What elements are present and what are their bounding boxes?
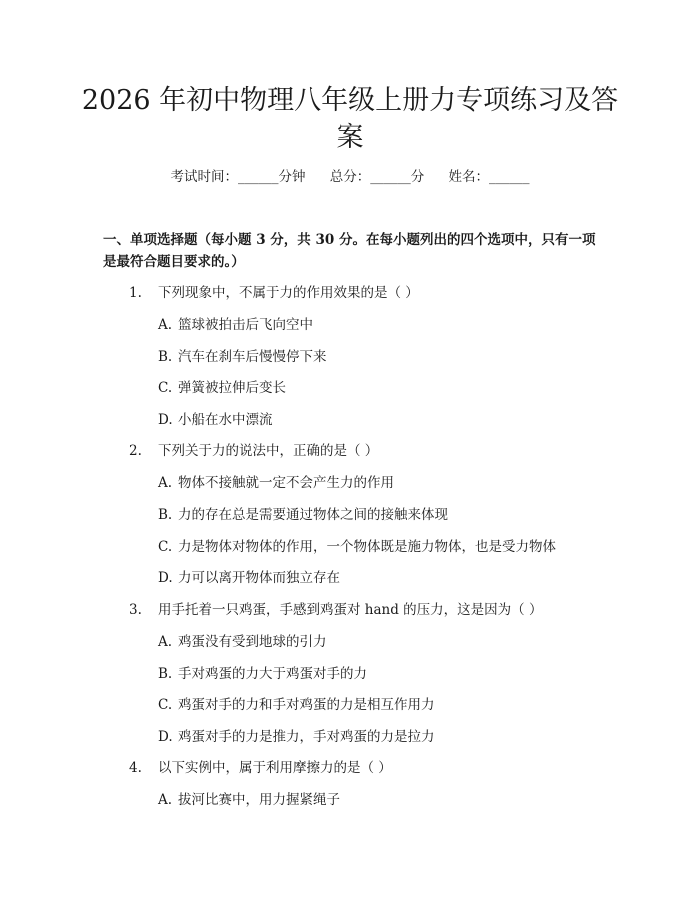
option-text: 鸡蛋对手的力和手对鸡蛋的力是相互作用力 bbox=[178, 697, 435, 713]
question-number: 4. bbox=[129, 760, 142, 776]
question-number: 2. bbox=[129, 443, 142, 459]
option-text: 鸡蛋没有受到地球的引力 bbox=[178, 634, 327, 650]
option-text: 力的存在总是需要通过物体之间的接触来体现 bbox=[178, 507, 448, 523]
question-stem: 以下实例中，属于利用摩擦力的是（ ） bbox=[158, 760, 392, 776]
option-text: 力可以离开物体而独立存在 bbox=[178, 570, 340, 586]
question-1-option-d bbox=[158, 410, 618, 430]
option-letter: B. bbox=[158, 507, 173, 523]
exam-time-field: 考试时间：______分钟 bbox=[170, 169, 306, 185]
option-text: 小船在水中漂流 bbox=[178, 412, 273, 428]
option-letter: B. bbox=[158, 349, 173, 365]
total-score-field: 总分：______分 bbox=[329, 169, 425, 185]
student-name-field: 姓名：______ bbox=[448, 169, 530, 185]
option-text: 鸡蛋对手的力是推力，手对鸡蛋的力是拉力 bbox=[178, 729, 435, 745]
option-letter: A. bbox=[158, 792, 173, 808]
question-2 bbox=[129, 441, 609, 461]
question-stem: 下列关于力的说法中，正确的是（ ） bbox=[158, 443, 379, 459]
option-letter: A. bbox=[158, 317, 173, 333]
option-text: 篮球被拍击后飞向空中 bbox=[178, 317, 313, 333]
exam-info-line bbox=[0, 167, 700, 187]
question-4-option-a bbox=[158, 790, 618, 810]
question-3-option-d bbox=[158, 727, 618, 747]
option-letter: C. bbox=[158, 380, 173, 396]
option-text: 手对鸡蛋的力大于鸡蛋对手的力 bbox=[178, 666, 367, 682]
option-letter: A. bbox=[158, 634, 173, 650]
option-letter: C. bbox=[158, 697, 173, 713]
option-letter: A. bbox=[158, 475, 173, 491]
question-3 bbox=[129, 600, 609, 620]
option-text: 弹簧被拉伸后变长 bbox=[178, 380, 286, 396]
question-stem: 用手托着一只鸡蛋，手感到鸡蛋对 hand 的压力，这是因为（ ） bbox=[158, 602, 543, 618]
option-letter: B. bbox=[158, 666, 173, 682]
option-letter: D. bbox=[158, 412, 173, 428]
question-2-option-b bbox=[158, 505, 618, 525]
question-3-option-c bbox=[158, 695, 618, 715]
question-1-option-a bbox=[158, 315, 618, 335]
question-2-option-c bbox=[158, 537, 618, 557]
option-letter: D. bbox=[158, 729, 173, 745]
option-text: 汽车在刹车后慢慢停下来 bbox=[178, 349, 327, 365]
question-stem: 下列现象中，不属于力的作用效果的是（ ） bbox=[158, 285, 419, 301]
question-2-option-a bbox=[158, 473, 618, 493]
section-heading: 一、单项选择题（每小题 3 分，共 30 分。在每小题列出的四个选项中，只有一项是最符合题目要求的。） bbox=[103, 232, 596, 270]
question-1 bbox=[129, 283, 609, 303]
question-2-option-d bbox=[158, 568, 618, 588]
option-letter: C. bbox=[158, 539, 173, 555]
question-number: 3. bbox=[129, 602, 142, 618]
option-text: 力是物体对物体的作用，一个物体既是施力物体，也是受力物体 bbox=[178, 539, 556, 555]
question-3-option-a bbox=[158, 632, 618, 652]
question-1-option-b bbox=[158, 347, 618, 367]
document-title: 2026 年初中物理八年级上册力专项练习及答案 bbox=[81, 85, 619, 153]
question-number: 1. bbox=[129, 285, 142, 301]
question-1-option-c bbox=[158, 378, 618, 398]
question-3-option-b bbox=[158, 664, 618, 684]
option-text: 物体不接触就一定不会产生力的作用 bbox=[178, 475, 394, 491]
question-4 bbox=[129, 758, 609, 778]
option-letter: D. bbox=[158, 570, 173, 586]
option-text: 拔河比赛中，用力握紧绳子 bbox=[178, 792, 340, 808]
